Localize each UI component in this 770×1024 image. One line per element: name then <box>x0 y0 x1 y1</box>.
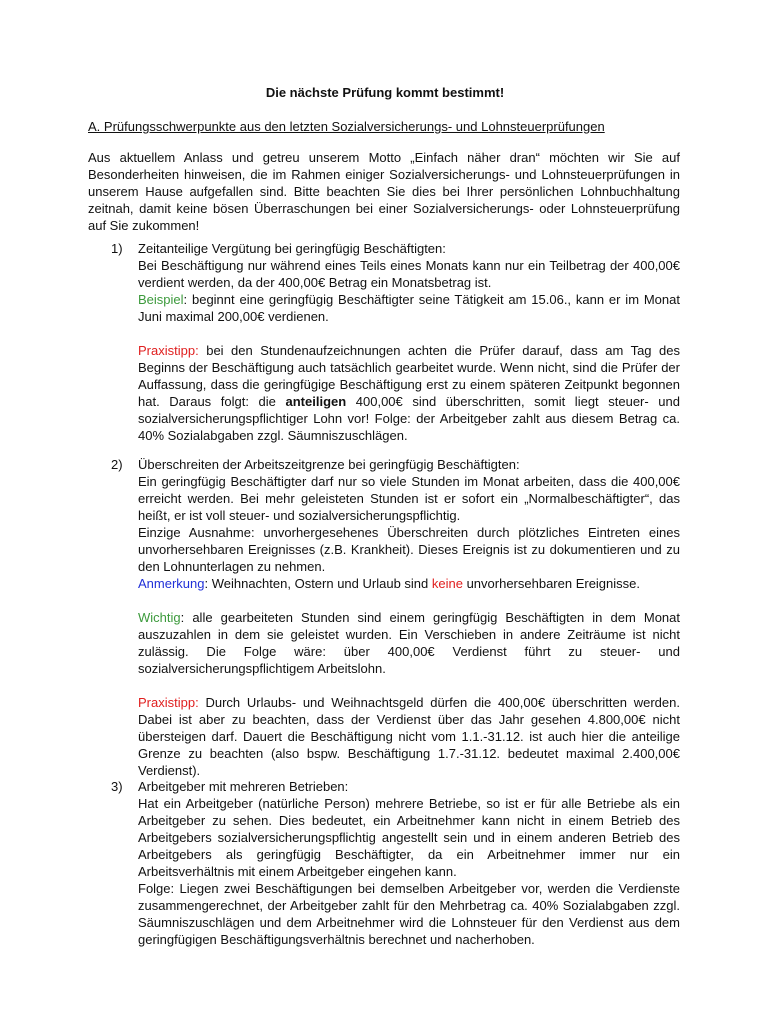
note-text: : Weihnachten, Ostern und Urlaub sind <box>204 576 432 591</box>
example-paragraph <box>138 291 680 325</box>
important-label: Wichtig <box>138 610 181 625</box>
tip-text: bei den Stundenaufzeichnungen achten die Prüfer darauf, dass am Tag des Beginns der Beschäftigung auch tatsächlich gearbeitet wurde. Wenn nicht, sind die Prüfer der Auffassung, dass die geringfügige Beschäftigung erst zu einem späteren Zeitpunkt begonnen hat. Daraus folgt: die <box>138 343 680 409</box>
section-heading: A. Prüfungsschwerpunkte aus den letzten Sozialversicherungs- und Lohnsteuerprüfungen <box>88 119 605 134</box>
item-text: Bei Beschäftigung nur während eines Teils eines Monats kann nur ein Teilbetrag der 400,00€ verdient werden, da der 400,00€ Betrag ein Monatsbetrag ist. <box>138 258 680 290</box>
item-heading: Arbeitgeber mit mehreren Betrieben: <box>138 779 349 794</box>
consequence-text: Folge: Liegen zwei Beschäftigungen bei demselben Arbeitgeber vor, werden die Verdienste zusammengerechnet, der Arbeitgeber zahlt für den Mehrbetrag ca. 40% Sozialabgaben zzgl. Säumniszuschlägen und dem Arbeitnehmer wird die Lohnsteuer für den Verdienst aus dem geringfügigen Beschäftigungsverhältnis berechnet und nacherhoben. <box>138 881 680 947</box>
note-label: Anmerkung <box>138 576 205 591</box>
note-text-continued: unvorhersehbaren Ereignisse. <box>462 576 641 591</box>
tip-text: Durch Urlaubs- und Weihnachtsgeld dürfen die 400,00€ überschritten werden. Dabei ist aber zu beachten, dass der Verdienst über das Jahr gesehen 4.800,00€ nicht übersteigen darf. Dauert die Beschäftigung nicht vom 1.1.-31.12. ist auch hier die anteilige Grenze zu beachten (also bspw. Beschäftigung 1.7.-31.12. bedeutet maximal 2.400,00€ Verdienst). <box>138 695 680 778</box>
list-item-3 <box>111 778 680 948</box>
list-item-2 <box>111 456 680 779</box>
item-heading: Überschreiten der Arbeitszeitgrenze bei geringfügig Beschäftigten: <box>138 457 520 472</box>
example-text: : beginnt eine geringfügig Beschäftigter seine Tätigkeit am 15.06., kann er im Monat Juni maximal 200,00€ verdienen. <box>138 292 680 324</box>
tip-paragraph <box>138 694 680 779</box>
item-text: Hat ein Arbeitgeber (natürliche Person) mehrere Betriebe, so ist er für alle Betriebe als ein Arbeitgeber zu sehen. Dies bedeutet, ein Arbeitnehmer kann nicht in einem Betrieb des Arbeitgebers sozialversicherungspflichtig angestellt sein und in einem anderen Betrieb des Arbeitgebers als geringfügig Beschäftigter, da ein Arbeitnehmer immer nur ein Arbeitsverhältnis mit einem Arbeitgeber eingehen kann. <box>138 796 680 879</box>
list-item-1 <box>111 240 680 444</box>
item-text: Ein geringfügig Beschäftigter darf nur so viele Stunden im Monat arbeiten, dass die 400,00€ erreicht werden. Bei mehr geleisteten Stunden ist er sofort ein „Normalbeschäftigter“, das heißt, er ist voll steuer- und sozialversicherungspflichtig. <box>138 474 680 523</box>
tip-text-continued: 400,00€ sind überschritten, somit liegt steuer- und sozialversicherungspflichtiger Lohn vor! Folge: der Arbeitgeber zahlt aus diesem Betrag ca. 40% Sozialabgaben zzgl. Säumniszuschlägen. <box>138 394 680 443</box>
tip-paragraph <box>138 342 680 444</box>
intro-paragraph: Aus aktuellem Anlass und getreu unserem Motto „Einfach näher dran“ möchten wir Sie auf Besonderheiten hinweisen, die im Rahmen einiger Sozialversicherungs- und Lohnsteuerprüfungen in unserem Hause aufgefallen sind. Bitte beachten Sie dies bei Ihrer persönlichen Lohnbuchhaltung zeitnah, damit keine bösen Überraschungen bei einer Sozialversicherungs- oder Lohnsteuerprüfung auf Sie zukommen! <box>88 150 680 233</box>
item-heading: Zeitanteilige Vergütung bei geringfügig Beschäftigten: <box>138 241 446 256</box>
tip-label: Praxistipp: <box>138 695 199 710</box>
list-number: 3) <box>111 779 123 794</box>
example-label: Beispiel <box>138 292 184 307</box>
page-title: Die nächste Prüfung kommt bestimmt! <box>265 85 505 100</box>
important-paragraph <box>138 609 680 677</box>
list-number: 1) <box>111 241 123 256</box>
note-keyword: keine <box>431 576 463 591</box>
note-paragraph <box>138 575 680 592</box>
exception-text: Einzige Ausnahme: unvorhergesehenes Überschreiten durch plötzliches Eintreten eines unvorhersehbaren Ereignisses (z.B. Krankheit). Dieses Ereignis ist zu dokumentieren und zu den Lohnunterlagen zu nehmen. <box>138 525 680 574</box>
list-number: 2) <box>111 457 123 472</box>
important-text: : alle gearbeiteten Stunden sind einem geringfügig Beschäftigten in dem Monat auszuzahlen in dem sie geleistet wurden. Ein Verschieben in andere Zeiträume ist nicht zulässig. Die Folge wäre: über 400,00€ Verdienst führt zu steuer- und sozialversicherungspflichtigem Arbeitslohn. <box>138 610 680 676</box>
tip-label: Praxistipp: <box>138 343 199 358</box>
tip-emphasis: anteiligen <box>285 394 347 409</box>
